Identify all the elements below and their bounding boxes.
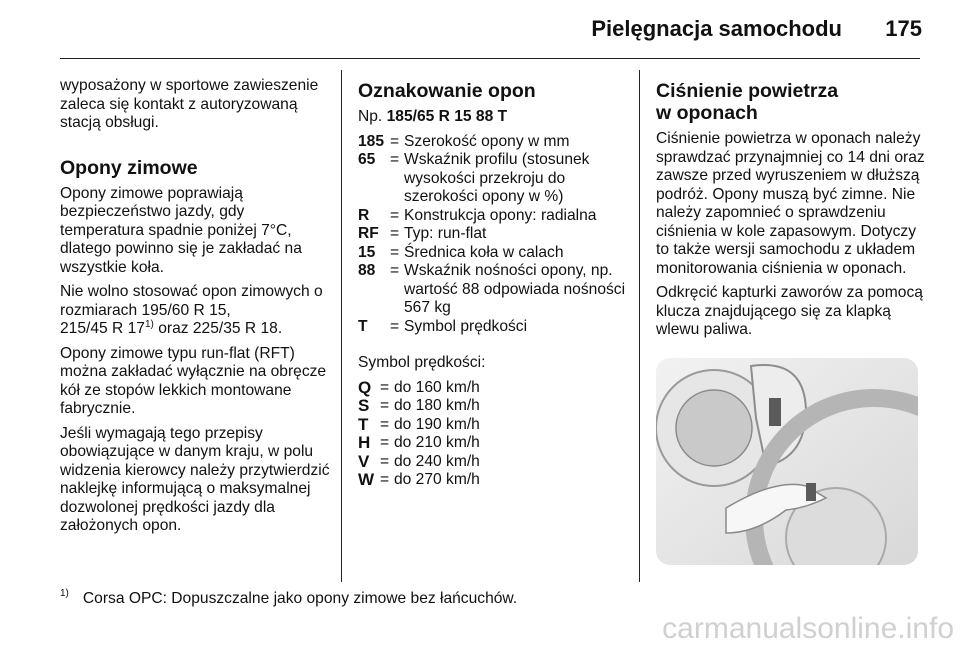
- definition-key: S: [358, 396, 370, 415]
- winter-paragraph-3: Opony zimowe typu run-flat (RFT) można zakładać wyłącznie na obręcze kół ze stopów lekkich montowane fabrycznie.: [60, 344, 327, 417]
- equals-sign: =: [390, 262, 400, 279]
- equals-sign: =: [390, 317, 400, 335]
- definition-text: do 210 km/h: [394, 434, 480, 451]
- definition-text: do 190 km/h: [394, 415, 480, 433]
- definition-key: 65: [358, 151, 376, 168]
- winter-p2-c: oraz 225/35 R 18.: [153, 320, 283, 337]
- equals-sign: =: [380, 452, 390, 470]
- definition-key: V: [358, 451, 370, 471]
- definition-text: Wskaźnik profilu (stosunek wysokości przekroju do szerokości opony w %): [404, 151, 590, 205]
- marking-definitions: [358, 133, 630, 337]
- equals-sign: =: [390, 243, 400, 261]
- definition-key: 88: [358, 262, 376, 279]
- example-code: 185/65 R 15 88 T: [386, 108, 508, 125]
- definition-text: do 270 km/h: [394, 471, 480, 488]
- footnote-ref: 1): [144, 318, 154, 330]
- equals-sign: =: [380, 415, 390, 433]
- equals-sign: =: [380, 471, 390, 488]
- fuel-filler-illustration: [656, 358, 918, 565]
- equals-sign: =: [380, 434, 390, 451]
- definition-key: 15: [358, 243, 376, 261]
- definition-key: H: [358, 433, 371, 452]
- equals-sign: =: [390, 206, 400, 224]
- equals-sign: =: [390, 132, 400, 150]
- winter-paragraph-2: [60, 283, 332, 339]
- definition-key: Q: [358, 377, 372, 397]
- example-prefix: Np.: [358, 108, 387, 125]
- footnote-text: Corsa OPC: Dopuszczalne jako opony zimowe bez łańcuchów.: [82, 590, 518, 607]
- tyre-pressure-heading-l1: Ciśnienie powietrza: [656, 80, 839, 102]
- page-header: [0, 0, 960, 58]
- equals-sign: =: [380, 397, 390, 414]
- column-tyre-pressure: [656, 80, 928, 346]
- winter-paragraph-4: Jeśli wymagają tego przepisy obowiązujące w danym kraju, w polu widzenia kierowcy należy przytwierdzić naklejkę informującą o maksymalnej dozwolonej prędkości jazdy dla założonych opon.: [60, 424, 330, 534]
- speed-definitions: [358, 379, 630, 490]
- definition-text: Średnica koła w calach: [404, 243, 564, 261]
- tyre-marking-heading: Oznakowanie opon: [358, 80, 536, 102]
- page-number: 175: [885, 16, 922, 41]
- valve-wrench-icon: [769, 398, 781, 426]
- equals-sign: =: [390, 225, 400, 242]
- tyre-pressure-heading-l2: w oponach: [656, 102, 758, 124]
- example-line: [358, 108, 630, 127]
- speed-heading: Symbol prędkości:: [358, 354, 486, 371]
- definition-text: Konstrukcja opony: radialna: [404, 206, 597, 224]
- definition-text: Wskaźnik nośności opony, np. wartość 88 odpowiada nośności 567 kg: [404, 262, 626, 316]
- definition-text: do 160 km/h: [394, 378, 480, 396]
- definition-key: RF: [358, 225, 379, 242]
- column-winter-tyres: [60, 77, 332, 542]
- definition-key: T: [358, 317, 368, 335]
- definition-text: Typ: run-flat: [404, 225, 487, 242]
- winter-p2-a: Nie wolno stosować opon zimowych o rozmiarach 195/60 R 15,: [60, 283, 323, 319]
- footnote-marker: 1): [60, 588, 69, 599]
- intro-paragraph: wyposażony w sportowe zawieszenie zaleca się kontakt z autoryzowaną stacją obsługi.: [60, 77, 319, 131]
- definition-key: W: [358, 470, 375, 489]
- definition-text: Szerokość opony w mm: [404, 132, 570, 150]
- definition-text: Symbol prędkości: [404, 317, 528, 335]
- definition-key: R: [358, 206, 370, 224]
- definition-key: T: [358, 414, 369, 434]
- pressure-paragraph-2: Odkręcić kapturki zaworów za pomocą klucza znajdującego się za klapką wlewu paliwa.: [656, 284, 923, 338]
- winter-p2-b: 215/45 R 17: [60, 320, 145, 337]
- header-rule: [60, 58, 920, 59]
- definition-key: 185: [358, 132, 385, 150]
- watermark: carmanualsonline.info: [662, 612, 954, 645]
- winter-tyres-heading: Opony zimowe: [60, 156, 198, 179]
- definition-text: do 240 km/h: [394, 452, 480, 470]
- equals-sign: =: [390, 151, 400, 168]
- header-title: Pielęgnacja samochodu: [591, 16, 842, 41]
- footnote: [60, 590, 517, 608]
- column-divider-2: [639, 70, 640, 582]
- column-tyre-marking: [358, 80, 630, 490]
- tyre-pressure-heading: [656, 80, 928, 124]
- pressure-paragraph-1: Ciśnienie powietrza w oponach należy sprawdzać przynajmniej co 14 dni oraz zawsze przed wyruszeniem w dłuższą podróż. Opony muszą być zimne. Nie należy zapomnieć o sprawdzeniu ciśnienia w kole zapasowym. Dotyczy to także wersji samochodu z układem monitorowania ciśnienia w oponach.: [656, 130, 925, 277]
- winter-paragraph-1: Opony zimowe poprawiają bezpieczeństwo jazdy, gdy temperatura spadnie poniżej 7°C, dlatego powinno się je zakładać na wszystkie koła.: [60, 184, 302, 276]
- column-divider-1: [341, 70, 342, 582]
- equals-sign: =: [380, 378, 390, 396]
- definition-text: do 180 km/h: [394, 397, 480, 414]
